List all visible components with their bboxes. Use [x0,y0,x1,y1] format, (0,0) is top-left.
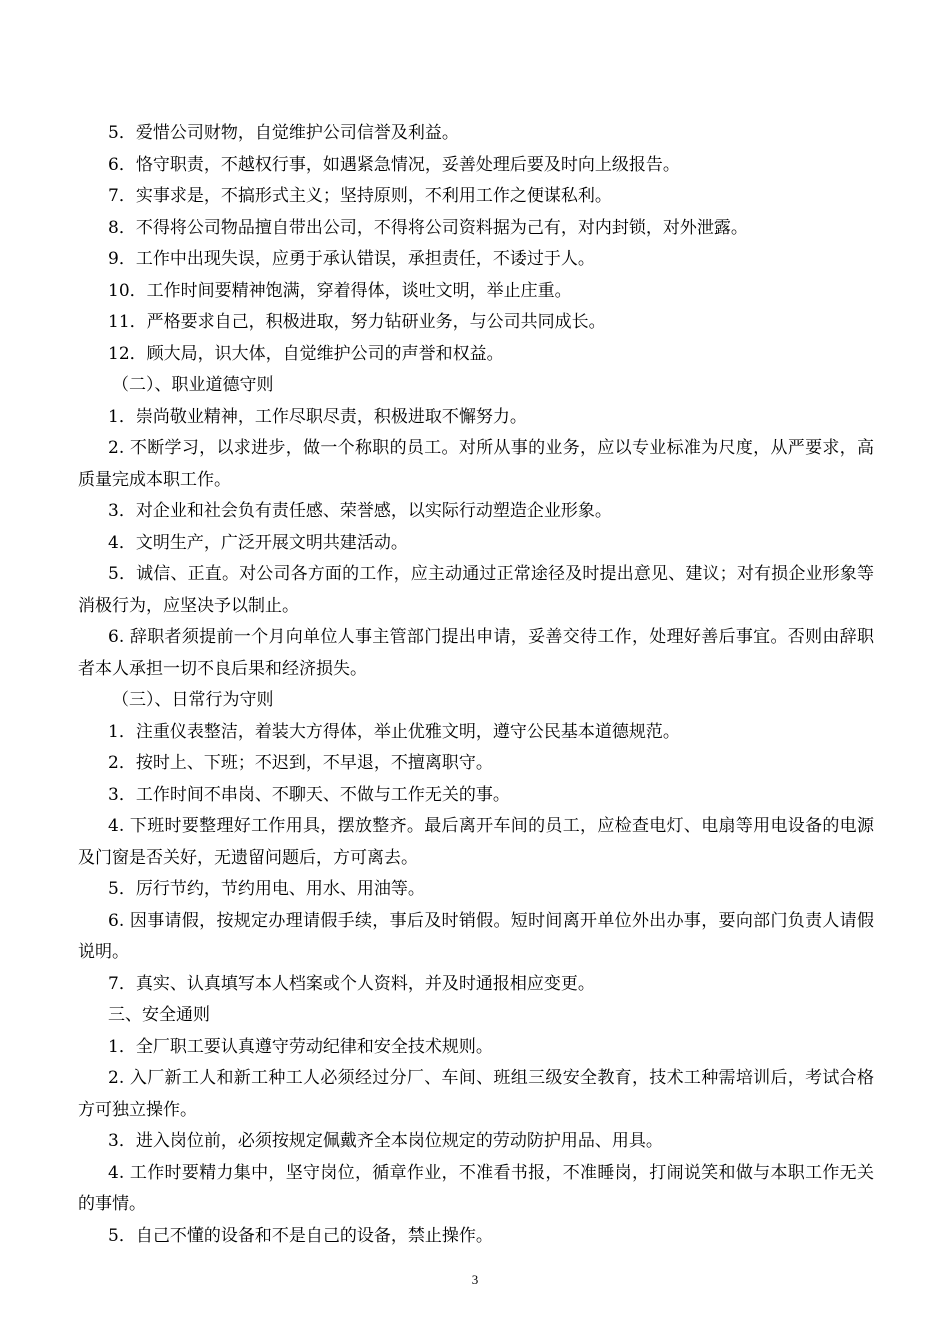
paragraph-conduct-7: 7．真实、认真填写本人档案或个人资料，并及时通报相应变更。 [108,973,595,994]
section-heading-daily-conduct: （三）、日常行为守则 [112,690,274,710]
section-heading-safety: 三、安全通则 [108,1005,210,1025]
paragraph-ethics-1: 1．崇尚敬业精神，工作尽职尽责，积极进取不懈努力。 [108,406,527,427]
paragraph-rule-11: 11．严格要求自己，积极进取，努力钻研业务，与公司共同成长。 [108,312,606,332]
paragraph-ethics-6: 6. 辞职者须提前一个月向单位人事主管部门提出申请，妥善交待工作，处理好善后事宜。否则由辞职者本人承担一切不良后果和经济损失。 [78,627,874,679]
paragraph-safety-2: 2. 入厂新工人和新工种工人必须经过分厂、车间、班组三级安全教育，技术工种需培训后，考试合格方可独立操作。 [78,1068,874,1120]
paragraph-conduct-6: 6. 因事请假，按规定办理请假手续，事后及时销假。短时间离开单位外出办事，要向部门负责人请假说明。 [78,910,874,962]
paragraph-rule-12: 12．顾大局，识大体，自觉维护公司的声誉和权益。 [108,343,504,364]
paragraph-rule-9: 9．工作中出现失误，应勇于承认错误，承担责任，不诿过于人。 [108,249,595,269]
paragraph-ethics-2: 2. 不断学习，以求进步，做一个称职的员工。对所从事的业务，应以专业标准为尺度，从严要求，高质量完成本职工作。 [78,438,874,490]
paragraph-safety-5: 5．自己不懂的设备和不是自己的设备，禁止操作。 [108,1225,493,1246]
paragraph-safety-3: 3．进入岗位前，必须按规定佩戴齐全本岗位规定的劳动防护用品、用具。 [108,1131,663,1151]
paragraph-conduct-3: 3．工作时间不串岗、不聊天、不做与工作无关的事。 [108,784,510,805]
document-body [78,118,874,1252]
paragraph-rule-8: 8．不得将公司物品擅自带出公司，不得将公司资料据为己有，对内封锁，对外泄露。 [108,217,748,238]
paragraph-ethics-3: 3．对企业和社会负有责任感、荣誉感，以实际行动塑造企业形象。 [108,501,612,521]
paragraph-rule-6: 6．恪守职责，不越权行事，如遇紧急情况，妥善处理后要及时向上级报告。 [108,154,680,175]
paragraph-rule-5: 5．爱惜公司财物，自觉维护公司信誉及利益。 [108,123,459,143]
paragraph-rule-10: 10．工作时间要精神饱满，穿着得体，谈吐文明，举止庄重。 [108,280,572,301]
paragraph-ethics-5: 5．诚信、正直。对公司各方面的工作，应主动通过正常途径及时提出意见、建议；对有损企业形象等消极行为，应坚决予以制止。 [78,564,874,616]
paragraph-ethics-4: 4．文明生产，广泛开展文明共建活动。 [108,532,408,553]
page-number: 3 [471,1272,479,1287]
section-heading-professional-ethics: （二）、职业道德守则 [112,375,274,395]
paragraph-safety-1: 1．全厂职工要认真遵守劳动纪律和安全技术规则。 [108,1036,493,1057]
paragraph-conduct-4: 4. 下班时要整理好工作用具，摆放整齐。最后离开车间的员工，应检查电灯、电扇等用电设备的电源及门窗是否关好，无遗留问题后，方可离去。 [78,816,874,868]
paragraph-rule-7: 7．实事求是，不搞形式主义；坚持原则，不利用工作之便谋私利。 [108,186,612,206]
paragraph-safety-4: 4. 工作时要精力集中，坚守岗位，循章作业，不准看书报，不准睡岗，打闹说笑和做与本职工作无关的事情。 [78,1162,874,1214]
paragraph-conduct-1: 1．注重仪表整洁，着装大方得体，举止优雅文明，遵守公民基本道德规范。 [108,721,680,742]
paragraph-conduct-2: 2．按时上、下班；不迟到，不早退，不擅离职守。 [108,753,493,773]
paragraph-conduct-5: 5．厉行节约，节约用电、用水、用油等。 [108,879,425,899]
